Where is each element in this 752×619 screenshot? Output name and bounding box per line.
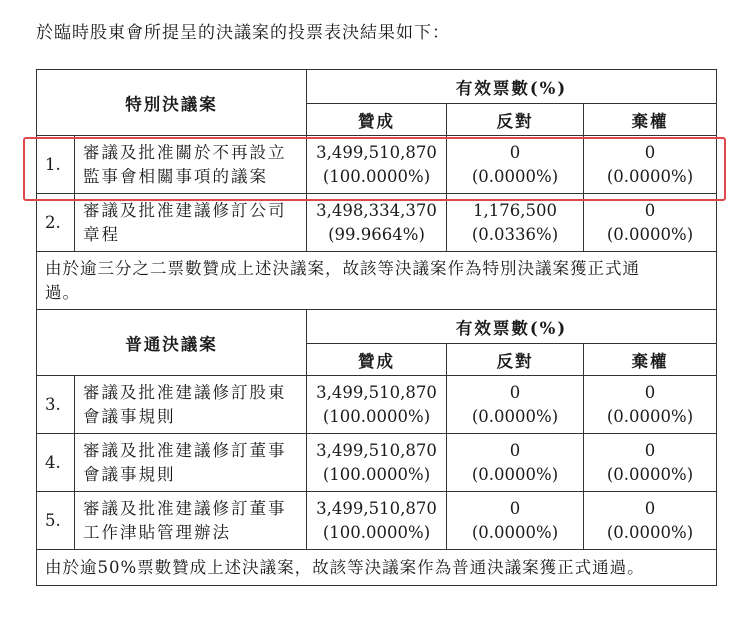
highlight-box bbox=[23, 137, 726, 201]
votes-for: 3,498,334,370 (99.9664%) bbox=[307, 194, 447, 252]
valid-votes-header: 有效票數(%) bbox=[307, 310, 717, 344]
ordinary-resolutions-note: 由於逾50%票數贊成上述決議案，故該等決議案作為普通決議案獲正式通過。 bbox=[37, 550, 717, 586]
votes-abstain: 0 (0.0000%) bbox=[584, 194, 717, 252]
votes-for: 3,499,510,870 (100.0000%) bbox=[307, 434, 447, 492]
table-row bbox=[37, 434, 717, 492]
resolution-description: 審議及批准建議修訂董事 工作津貼管理辦法 bbox=[75, 492, 307, 550]
special-resolutions-heading: 特別決議案 bbox=[37, 70, 307, 136]
resolution-number: 5. bbox=[37, 492, 75, 550]
votes-abstain: 0 (0.0000%) bbox=[584, 136, 717, 194]
resolution-number: 3. bbox=[37, 376, 75, 434]
resolution-number: 1. bbox=[37, 136, 75, 194]
votes-against: 0 (0.0000%) bbox=[447, 136, 584, 194]
votes-abstain: 0 (0.0000%) bbox=[584, 434, 717, 492]
votes-abstain: 0 (0.0000%) bbox=[584, 376, 717, 434]
table-row bbox=[37, 492, 717, 550]
col-against: 反對 bbox=[447, 344, 584, 376]
resolution-number: 2. bbox=[37, 194, 75, 252]
col-abstain: 棄權 bbox=[584, 104, 717, 136]
votes-against: 0 (0.0000%) bbox=[447, 492, 584, 550]
intro-text: 於臨時股東會所提呈的決議案的投票表決結果如下： bbox=[36, 23, 450, 43]
votes-for: 3,499,510,870 (100.0000%) bbox=[307, 492, 447, 550]
votes-against: 0 (0.0000%) bbox=[447, 376, 584, 434]
resolution-description: 審議及批准建議修訂公司 章程 bbox=[75, 194, 307, 252]
ordinary-resolutions-heading: 普通決議案 bbox=[37, 310, 307, 376]
votes-for: 3,499,510,870 (100.0000%) bbox=[307, 376, 447, 434]
votes-against: 0 (0.0000%) bbox=[447, 434, 584, 492]
valid-votes-header: 有效票數(%) bbox=[307, 70, 717, 104]
col-against: 反對 bbox=[447, 104, 584, 136]
resolution-description: 審議及批准建議修訂董事 會議事規則 bbox=[75, 434, 307, 492]
col-for: 贊成 bbox=[307, 104, 447, 136]
table-row bbox=[37, 194, 717, 252]
special-resolutions-note: 由於逾三分之二票數贊成上述決議案，故該等決議案作為特別決議案獲正式通 過。 bbox=[37, 252, 717, 310]
table-row bbox=[37, 376, 717, 434]
votes-for: 3,499,510,870 (100.0000%) bbox=[307, 136, 447, 194]
resolution-description: 審議及批准關於不再設立 監事會相關事項的議案 bbox=[75, 136, 307, 194]
resolution-number: 4. bbox=[37, 434, 75, 492]
col-for: 贊成 bbox=[307, 344, 447, 376]
votes-abstain: 0 (0.0000%) bbox=[584, 492, 717, 550]
resolution-description: 審議及批准建議修訂股東 會議事規則 bbox=[75, 376, 307, 434]
votes-against: 1,176,500 (0.0336%) bbox=[447, 194, 584, 252]
col-abstain: 棄權 bbox=[584, 344, 717, 376]
